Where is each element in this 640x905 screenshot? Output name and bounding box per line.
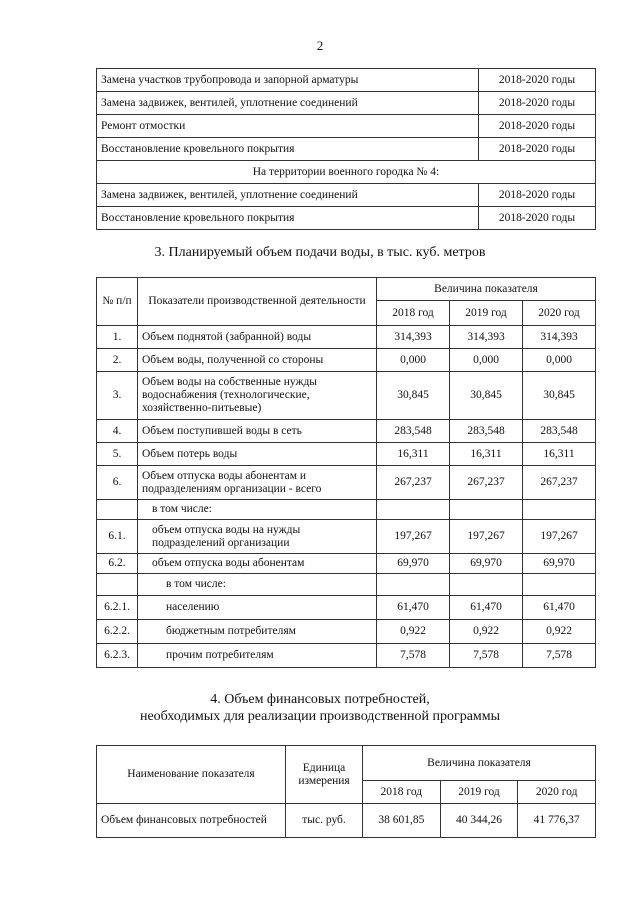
row-value: 197,267	[523, 520, 596, 554]
row-value	[377, 500, 450, 520]
works-section-heading: На территории военного городка № 4:	[97, 161, 596, 184]
row-value: 283,548	[377, 420, 450, 443]
work-name: Замена задвижек, вентилей, уплотнение соединений	[97, 184, 479, 207]
row-value: 30,845	[523, 372, 596, 420]
work-period: 2018-2020 годы	[479, 138, 596, 161]
row-value: 267,237	[450, 466, 523, 500]
row-value: 30,845	[377, 372, 450, 420]
row-name: в том числе:	[138, 500, 377, 520]
col-unit-header: Единица измерения	[286, 746, 363, 804]
work-period: 2018-2020 годы	[479, 184, 596, 207]
row-num: 2.	[97, 349, 138, 372]
row-num: 6.2.2.	[97, 620, 138, 644]
year-header: 2020 год	[523, 301, 596, 326]
row-name: Объем воды, полученной со стороны	[138, 349, 377, 372]
row-value: 7,578	[377, 644, 450, 668]
row-value: 283,548	[523, 420, 596, 443]
row-value: 0,922	[450, 620, 523, 644]
row-name: Объем отпуска воды абонентам и подразделениям организации - всего	[138, 466, 377, 500]
table-row	[97, 620, 596, 644]
row-value: 283,548	[450, 420, 523, 443]
works-table	[96, 68, 596, 230]
table-row	[97, 161, 596, 184]
work-period: 2018-2020 годы	[479, 92, 596, 115]
row-value: 69,970	[377, 554, 450, 574]
year-header: 2018 год	[363, 781, 441, 804]
section4-title-line1: 4. Объем финансовых потребностей,	[210, 692, 430, 707]
table-row	[97, 574, 596, 596]
row-num: 3.	[97, 372, 138, 420]
section3-title: 3. Планируемый объем подачи воды, в тыс. куб. метров	[154, 245, 486, 260]
row-name: в том числе:	[138, 574, 377, 596]
table-row	[97, 115, 596, 138]
col-value-header: Величина показателя	[377, 278, 596, 301]
table-row	[97, 420, 596, 443]
row-name: объем отпуска воды на нужды подразделений организации	[138, 520, 377, 554]
row-value: 267,237	[523, 466, 596, 500]
table-row	[97, 520, 596, 554]
row-value: 314,393	[377, 326, 450, 349]
row-name: объем отпуска воды абонентам	[138, 554, 377, 574]
table-row	[97, 596, 596, 620]
row-value: 7,578	[523, 644, 596, 668]
table-row	[97, 69, 596, 92]
row-value: 267,237	[377, 466, 450, 500]
work-name: Замена участков трубопровода и запорной арматуры	[97, 69, 479, 92]
row-value: 0,000	[523, 349, 596, 372]
row-num	[97, 574, 138, 596]
table-row	[97, 644, 596, 668]
table-row	[97, 326, 596, 349]
row-value	[377, 574, 450, 596]
work-name: Восстановление кровельного покрытия	[97, 207, 479, 230]
row-num: 6.2.1.	[97, 596, 138, 620]
work-period: 2018-2020 годы	[479, 207, 596, 230]
row-value: 61,470	[450, 596, 523, 620]
section4-title-line2: необходимых для реализации производственной программы	[139, 709, 501, 724]
work-period: 2018-2020 годы	[479, 69, 596, 92]
row-num: 5.	[97, 443, 138, 466]
row-value: 197,267	[377, 520, 450, 554]
work-period: 2018-2020 годы	[479, 115, 596, 138]
row-value	[523, 574, 596, 596]
year-header: 2019 год	[440, 781, 518, 804]
table-row	[97, 500, 596, 520]
table-row	[97, 349, 596, 372]
row-num: 6.	[97, 466, 138, 500]
row-value: 30,845	[450, 372, 523, 420]
row-value: 38 601,85	[363, 804, 441, 838]
table-row	[97, 138, 596, 161]
year-header: 2020 год	[518, 781, 596, 804]
col-name-header: Показатели производственной деятельности	[138, 278, 377, 326]
section4-title	[0, 691, 640, 725]
work-name: Замена задвижек, вентилей, уплотнение соединений	[97, 92, 479, 115]
row-value: 16,311	[450, 443, 523, 466]
table-row	[97, 184, 596, 207]
year-header: 2019 год	[450, 301, 523, 326]
row-name: Объем поднятой (забранной) воды	[138, 326, 377, 349]
table-row	[97, 207, 596, 230]
water-supply-table	[96, 277, 596, 668]
row-name: Объем финансовых потребностей	[97, 804, 286, 838]
header-row	[97, 278, 596, 301]
finance-table	[96, 745, 596, 838]
row-value: 40 344,26	[440, 804, 518, 838]
row-value: 61,470	[523, 596, 596, 620]
col-value-header: Величина показателя	[363, 746, 596, 781]
row-num: 4.	[97, 420, 138, 443]
year-header: 2018 год	[377, 301, 450, 326]
row-value: 16,311	[377, 443, 450, 466]
row-value: 0,000	[377, 349, 450, 372]
row-value: 41 776,37	[518, 804, 596, 838]
row-num: 6.2.	[97, 554, 138, 574]
row-value: 69,970	[450, 554, 523, 574]
work-name: Ремонт отмостки	[97, 115, 479, 138]
row-value: 16,311	[523, 443, 596, 466]
row-value: 7,578	[450, 644, 523, 668]
row-value: 0,922	[377, 620, 450, 644]
page-number: 2	[316, 38, 324, 53]
row-name: Объем поступившей воды в сеть	[138, 420, 377, 443]
row-num: 1.	[97, 326, 138, 349]
table-row	[97, 372, 596, 420]
row-num: 6.1.	[97, 520, 138, 554]
row-value: 61,470	[377, 596, 450, 620]
row-value	[450, 500, 523, 520]
row-unit: тыс. руб.	[286, 804, 363, 838]
table-row	[97, 466, 596, 500]
row-value	[523, 500, 596, 520]
row-name: бюджетным потребителям	[138, 620, 377, 644]
row-value: 0,922	[523, 620, 596, 644]
row-value: 314,393	[523, 326, 596, 349]
row-value	[450, 574, 523, 596]
col-num-header: № п/п	[97, 278, 138, 326]
table-row	[97, 443, 596, 466]
work-name: Восстановление кровельного покрытия	[97, 138, 479, 161]
col-name-header: Наименование показателя	[97, 746, 286, 804]
row-num: 6.2.3.	[97, 644, 138, 668]
row-value: 314,393	[450, 326, 523, 349]
table-row	[97, 92, 596, 115]
row-name: населению	[138, 596, 377, 620]
row-name: прочим потребителям	[138, 644, 377, 668]
row-value: 69,970	[523, 554, 596, 574]
row-value: 0,000	[450, 349, 523, 372]
row-num	[97, 500, 138, 520]
header-row	[97, 746, 596, 781]
row-value: 197,267	[450, 520, 523, 554]
table-row	[97, 554, 596, 574]
row-name: Объем воды на собственные нужды водоснабжения (технологические, хозяйственно-питьевые)	[138, 372, 377, 420]
row-name: Объем потерь воды	[138, 443, 377, 466]
table-row	[97, 804, 596, 838]
